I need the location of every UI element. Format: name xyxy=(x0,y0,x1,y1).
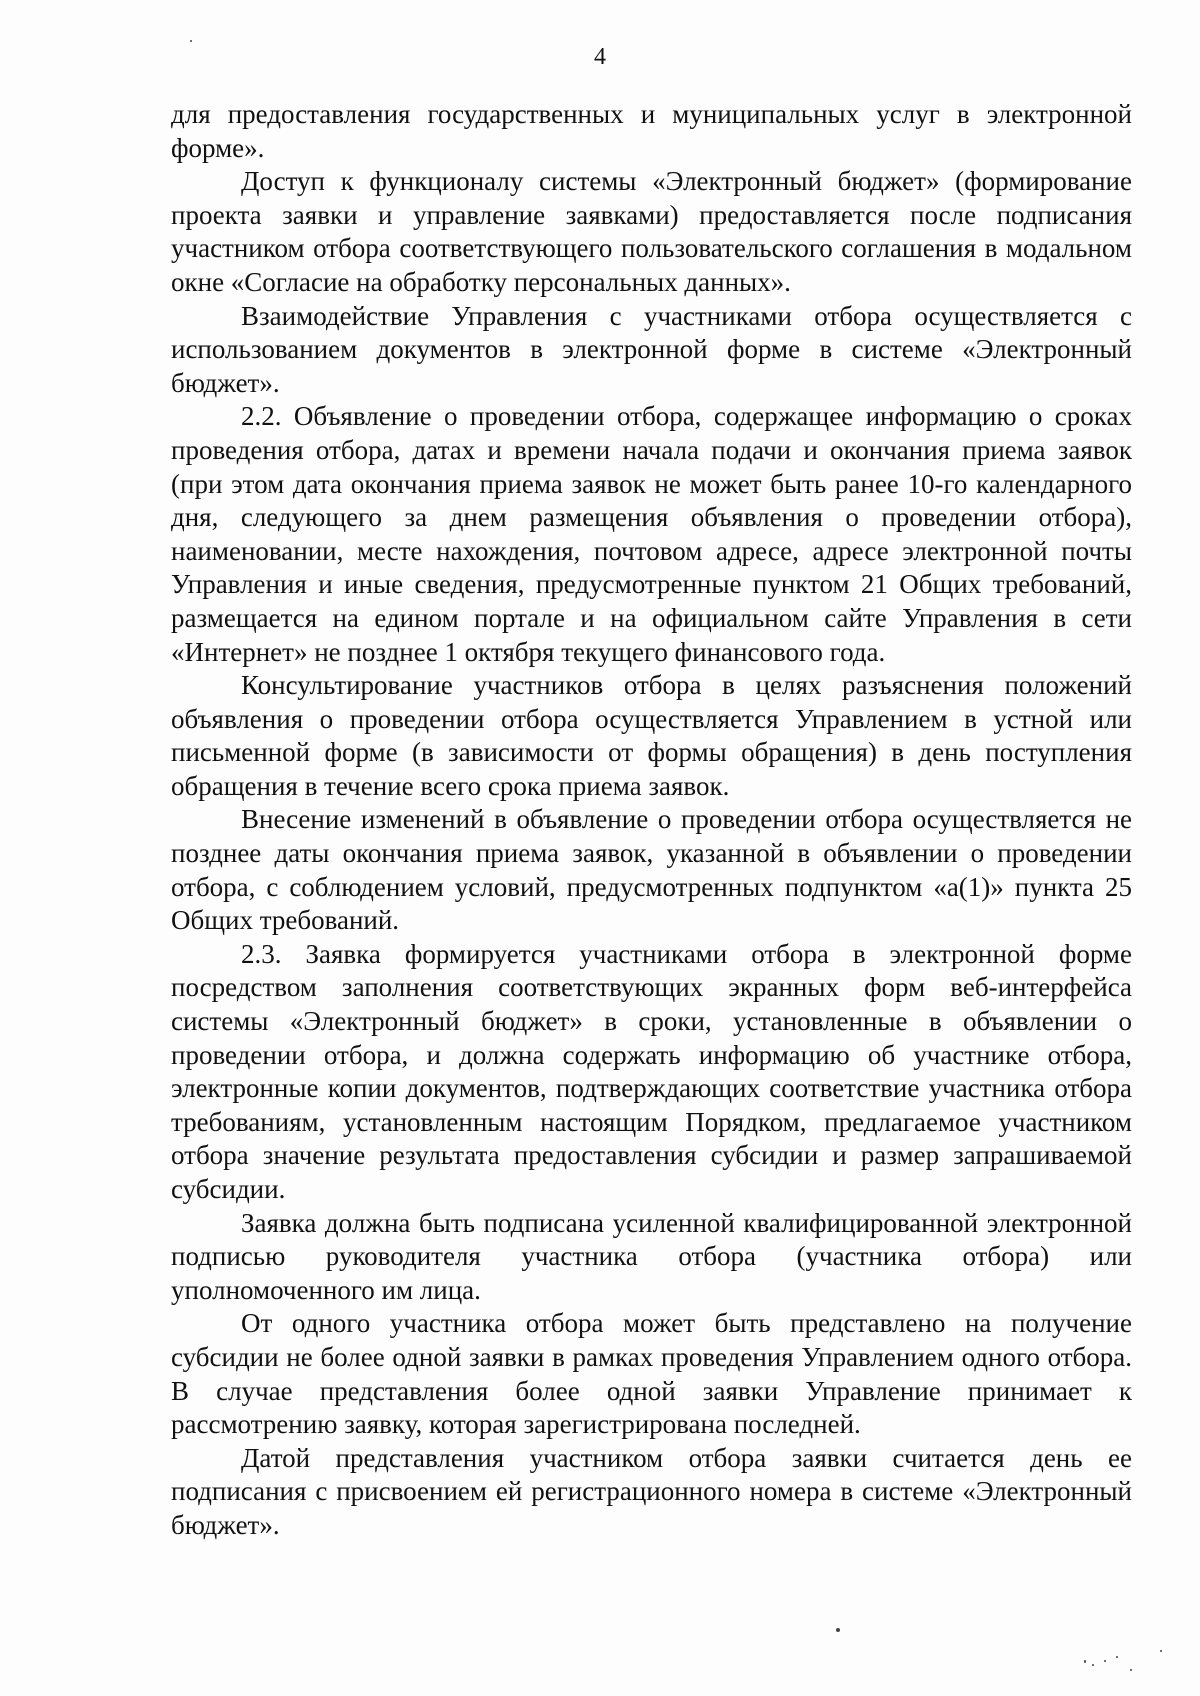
paragraph-access: Доступ к функционалу системы «Электронный бюджет» (формирование проекта заявки и управление заявками) предоставляется после подписания участником отбора соответствующего пользовательского соглашения в модальном окне «Согласие на обработку персональных данных». xyxy=(171,166,1132,297)
scan-speck xyxy=(1084,1660,1086,1663)
paragraph-2-2: 2.2. Объявление о проведении отбора, содержащее информацию о сроках проведения отбора, датах и времени начала подачи и окончания приема заявок (при этом дата окончания приема заявок не может быть ранее 10-го календарного дня, следующего за днем размещения объявления о проведении отбора), наименовании, месте нахождения, почтовом адресе, адресе электронной почты Управления и иные сведения, предусмотренные пунктом 21 Общих требований, размещается на едином портале и на официальном сайте Управления в сети «Интернет» не позднее 1 октября текущего финансового года. xyxy=(171,401,1132,667)
page-number: 4 xyxy=(594,44,606,70)
paragraph-submission-date: Датой представления участником отбора заявки считается день ее подписания с присвоением ей регистрационного номера в системе «Электронный бюджет». xyxy=(171,1442,1132,1540)
scan-speck xyxy=(1116,1656,1118,1658)
paragraph-single-application: От одного участника отбора может быть представлено на получение субсидии не более одной заявки в рамках проведения Управлением одного отбора. В случае представления более одной заявки Управление принимает к рассмотрению заявку, которая зарегистрирована последней. xyxy=(171,1308,1132,1440)
scan-speck xyxy=(1104,1660,1106,1662)
scan-speck xyxy=(190,40,192,42)
scan-speck xyxy=(1160,1650,1162,1652)
document-body xyxy=(171,98,1132,1543)
scan-speck xyxy=(1092,1664,1094,1666)
paragraph-continuation: для предоставления государственных и муниципальных услуг в электронной форме». xyxy=(171,99,1132,163)
paragraph-consulting: Консультирование участников отбора в целях разъяснения положений объявления о проведении отбора осуществляется Управлением в устной или письменной форме (в зависимости от формы обращения) в день поступления обращения в течение всего срока приема заявок. xyxy=(171,670,1132,801)
paragraph-changes: Внесение изменений в объявление о проведении отбора осуществляется не позднее даты окончания приема заявок, указанной в объявлении о проведении отбора, с соблюдением условий, предусмотренных подпунктом «а(1)» пункта 25 Общих требований. xyxy=(171,804,1132,936)
scan-speck xyxy=(1130,1669,1132,1671)
paragraph-signature: Заявка должна быть подписана усиленной квалифицированной электронной подписью руководителя участника отбора (участника отбора) или уполномоченного им лица. xyxy=(171,1207,1132,1305)
paragraph-interaction: Взаимодействие Управления с участниками отбора осуществляется с использованием документов в электронной форме в системе «Электронный бюджет». xyxy=(171,300,1132,398)
scan-speck xyxy=(836,1628,840,1632)
paragraph-2-3: 2.3. Заявка формируется участниками отбора в электронной форме посредством заполнения соответствующих экранных форм веб-интерфейса системы «Электронный бюджет» в сроки, установленные в объявлении о проведении отбора, и должна содержать информацию об участнике отбора, электронные копии документов, подтверждающих соответствие участника отбора требованиям, установленным настоящим Порядком, предлагаемое участником отбора значение результата предоставления субсидии и размер запрашиваемой субсидии. xyxy=(171,938,1132,1204)
